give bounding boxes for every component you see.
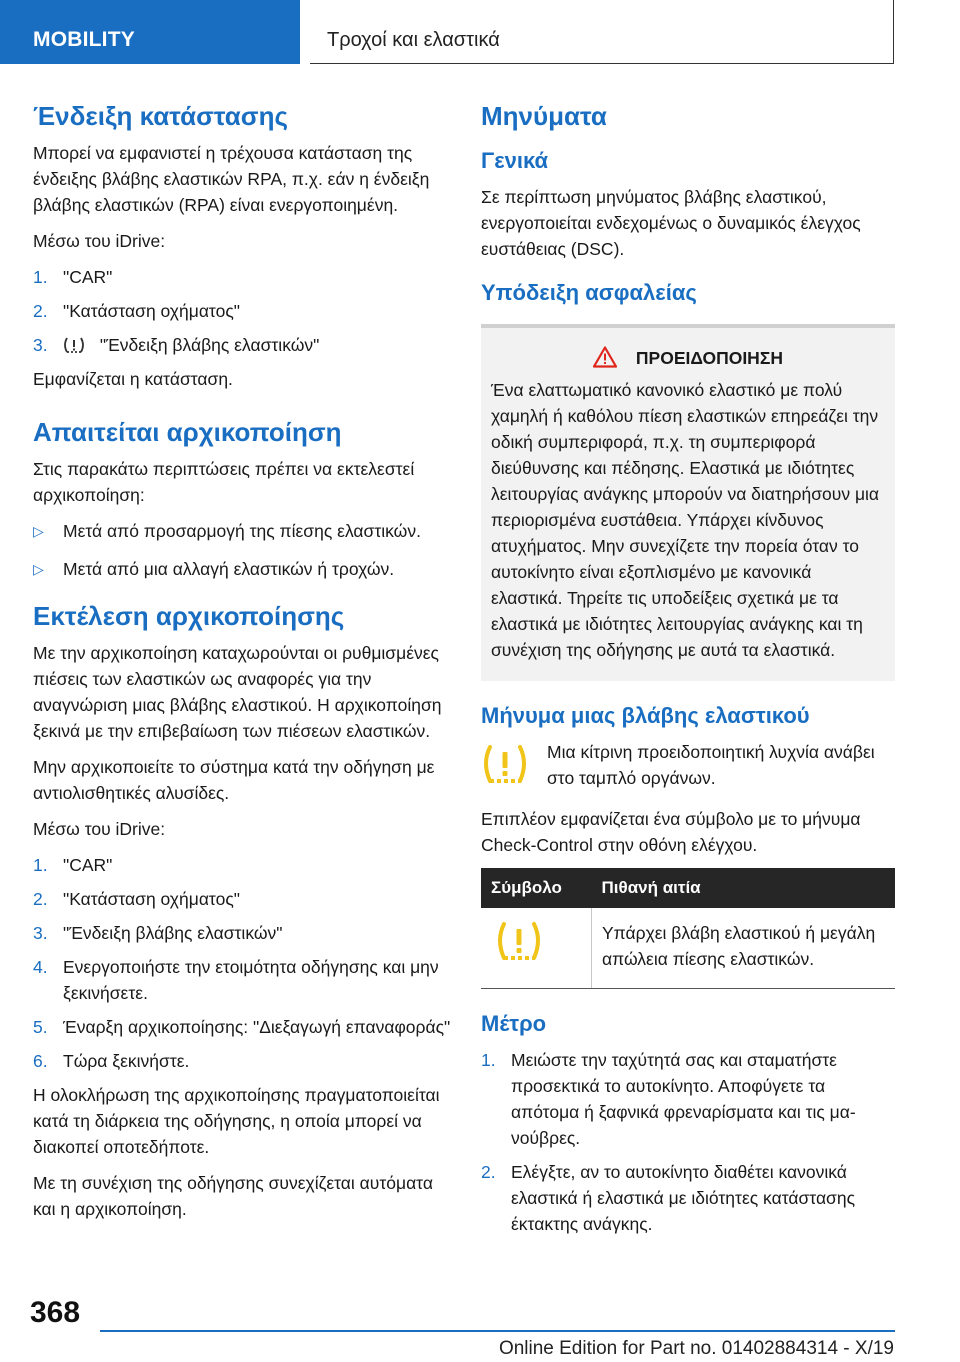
step-number: 1. bbox=[33, 855, 48, 875]
via-idrive-label: Μέσω του iDrive: bbox=[33, 231, 166, 251]
list-item bbox=[33, 954, 451, 1006]
step-text: Μειώστε την ταχύτητά σας και σταματήστε προσεκτικά το αυτοκίνητο. Αποφύγετε τα απότομα ή ξαφνικά φρεναρίσματα και τις μανούβρες. bbox=[511, 1050, 856, 1148]
step-text: Ελέγξτε, αν το αυτοκίνητο διαθέτει κανονικά ελαστικά ή ελαστικά με ιδιότητες κατάστασης έκτακτης ανάγκης. bbox=[511, 1162, 856, 1234]
status-paragraph: Μπορεί να εμφανιστεί η τρέχουσα κατάσταση της ένδειξης βλάβης ελαστικών RPA, π.χ. εάν η ένδειξη βλάβης ελαστικών (RPA) είναι ενεργοποιημένη. bbox=[33, 143, 430, 215]
list-item bbox=[33, 298, 451, 324]
bullet-triangle-icon: ▷ bbox=[33, 561, 44, 577]
list-item bbox=[33, 518, 451, 544]
warning-triangle-icon bbox=[593, 346, 617, 368]
header-section-label: MOBILITY bbox=[33, 28, 135, 51]
list-item bbox=[33, 852, 451, 878]
fault-cc-text: Επιπλέον εμφανίζεται ένα σύμβολο με το μήνυμα Check-Control στην οθόνη ελέγχου. bbox=[481, 809, 861, 855]
status-heading: Ένδειξη κατάστασης bbox=[33, 101, 288, 131]
table-header-symbol: Σύμβολο bbox=[481, 868, 592, 908]
continue-paragraph: Με τη συνέχιση της οδήγησης συνεχίζεται αυτόματα και η αρχικοποίηση. bbox=[33, 1173, 433, 1219]
table-row bbox=[481, 908, 895, 989]
header-section-tab bbox=[0, 0, 300, 64]
tire-pressure-warning-icon bbox=[495, 920, 543, 964]
fault-lamp-symbol bbox=[481, 739, 547, 792]
header-title: Τροχοί και ελαστικά bbox=[327, 29, 500, 51]
list-item bbox=[33, 1048, 451, 1074]
step-text: "CAR" bbox=[63, 855, 113, 875]
step-number: 4. bbox=[33, 957, 48, 977]
list-item bbox=[33, 264, 451, 290]
case-text: Μετά από προσαρμογή της πίεσης ελαστικών. bbox=[63, 521, 421, 541]
step-text: Ενεργοποιήστε την ετοιμότητα οδήγησης και μην ξεκινήσετε. bbox=[63, 957, 439, 1003]
step-text: "Κατάσταση οχήματος" bbox=[63, 889, 240, 909]
symbol-cause-table bbox=[481, 868, 895, 989]
step-text: "Ένδειξη βλάβης ελαστικών" bbox=[63, 923, 283, 943]
table-header-row bbox=[481, 868, 895, 908]
general-paragraph: Σε περίπτωση μηνύματος βλάβης ελαστικού, ενεργοποιείται ενδεχομένως ο δυναμικός έλεγχος ευστάθειας (DSC). bbox=[481, 187, 861, 259]
fault-heading: Μήνυμα μιας βλάβης ελαστικού bbox=[481, 703, 810, 728]
via-idrive-label-2: Μέσω του iDrive: bbox=[33, 819, 166, 839]
page-number: 368 bbox=[30, 1296, 81, 1329]
step-number: 3. bbox=[33, 923, 48, 943]
step-text: "Ένδειξη βλάβης ελαστικών" bbox=[99, 335, 320, 355]
edition-text: Online Edition for Part no. 01402884314 - X/19 bbox=[498, 1338, 894, 1359]
case-text: Μετά από μια αλλαγή ελαστικών ή τροχών. bbox=[63, 559, 395, 579]
footer-divider bbox=[100, 1330, 895, 1332]
perform-init-heading: Εκτέλεση αρχικοποίησης bbox=[33, 601, 345, 631]
fault-lamp-text: Μια κίτρινη προειδοποιητική λυχνία ανάβει στο ταμπλό οργάνων. bbox=[547, 742, 875, 788]
status-shown-text: Εμφανίζεται η κατάσταση. bbox=[33, 369, 233, 389]
warning-title: ΠΡΟΕΙΔΟΠΟΙΗΣΗ bbox=[635, 348, 783, 368]
step-number: 5. bbox=[33, 1017, 48, 1037]
step-number: 2. bbox=[481, 1162, 496, 1182]
tire-pressure-warning-icon bbox=[481, 743, 529, 787]
general-heading: Γενικά bbox=[481, 148, 549, 173]
messages-heading: Μηνύματα bbox=[481, 101, 607, 131]
step-text: "Κατάσταση οχήματος" bbox=[63, 301, 240, 321]
init-steps-list bbox=[33, 852, 451, 1074]
step-text: "CAR" bbox=[63, 267, 113, 287]
step-number: 6. bbox=[33, 1051, 48, 1071]
header-title-box bbox=[310, 0, 894, 64]
perform-paragraph-1: Με την αρχικοποίηση καταχωρούνται οι ρυθμισμένες πιέσεις των ελαστικών ως αναφορές για την αναγνώριση μιας βλάβης ελαστικού. Η αρχικοποίηση ξεκινά με την επιβεβαίωση των πιέσεων ελαστικών. bbox=[33, 643, 442, 741]
init-required-heading: Απαιτείται αρχικοποίηση bbox=[33, 417, 342, 447]
step-number: 1. bbox=[33, 267, 48, 287]
step-number: 1. bbox=[481, 1050, 496, 1070]
right-column bbox=[481, 100, 895, 1245]
status-steps-list bbox=[33, 264, 451, 358]
list-item bbox=[481, 1159, 895, 1237]
safety-heading: Υπόδειξη ασφαλείας bbox=[481, 280, 697, 305]
step-text: Τώρα ξεκινήστε. bbox=[63, 1051, 190, 1071]
step-text: Έναρξη αρχικοποίησης: "Διεξαγωγή επαναφοράς" bbox=[63, 1017, 451, 1037]
list-item bbox=[33, 1014, 451, 1040]
measure-heading: Μέτρο bbox=[481, 1011, 547, 1036]
list-item bbox=[33, 920, 451, 946]
step-number: 2. bbox=[33, 889, 48, 909]
bullet-triangle-icon: ▷ bbox=[33, 523, 44, 539]
left-column bbox=[33, 100, 451, 1232]
step-number: 2. bbox=[33, 301, 48, 321]
list-item bbox=[33, 556, 451, 582]
warning-title-row bbox=[491, 346, 885, 369]
fault-lamp-row bbox=[481, 739, 895, 792]
step-number: 3. bbox=[33, 335, 48, 355]
init-required-paragraph: Στις παρακάτω περιπτώσεις πρέπει να εκτελεστεί αρχικοποίηση: bbox=[33, 459, 415, 505]
table-cause-cell: Υπάρχει βλάβη ελαστικού ή μεγάλη απώλεια πίεσης ελαστικών. bbox=[592, 908, 896, 989]
perform-paragraph-2: Μην αρχικοποιείτε το σύστημα κατά την οδήγηση με αντιολισθητικές αλυσίδες. bbox=[33, 757, 435, 803]
table-symbol-cell bbox=[481, 908, 592, 989]
measures-list bbox=[481, 1047, 895, 1237]
warning-box bbox=[481, 324, 895, 681]
init-cases-list bbox=[33, 518, 451, 582]
warning-text: Ένα ελαττωματικό κανονικό ελαστικό με πολύ χαμηλή ή καθόλου πίεση ελαστικών επηρεάζει την οδική συμπεριφορά, π.χ. τη συμπεριφορά διεύθυνσης και πέδησης. Ελαστικά με ιδιότητες λειτουργίας ανάγκης μπορούν να διατηρήσουν μια περιορισμένα ευστάθεια. Υπάρχει κίνδυνος ατυχήματος. Μην συνεχίζετε την πορεία όταν το αυτοκίνητο είναι εξοπλισμένο με κανονικά ελαστικά. Τηρείτε τις υποδείξεις σχετικά με τα ελαστικά με ιδιότητες λειτουργίας ανάγκης και τη συνέχιση της οδήγησης με αυτά τα ελαστικά. bbox=[491, 380, 880, 660]
tire-fault-small-icon bbox=[63, 336, 85, 354]
list-item bbox=[33, 886, 451, 912]
list-item bbox=[481, 1047, 895, 1151]
list-item bbox=[33, 332, 451, 358]
table-header-cause: Πιθανή αιτία bbox=[592, 868, 896, 908]
completion-paragraph: Η ολοκλήρωση της αρχικοποίησης πραγματοποιείται κατά τη διάρκεια της οδήγησης, η οποία μπορεί να διακοπεί οποτεδήποτε. bbox=[33, 1085, 440, 1157]
